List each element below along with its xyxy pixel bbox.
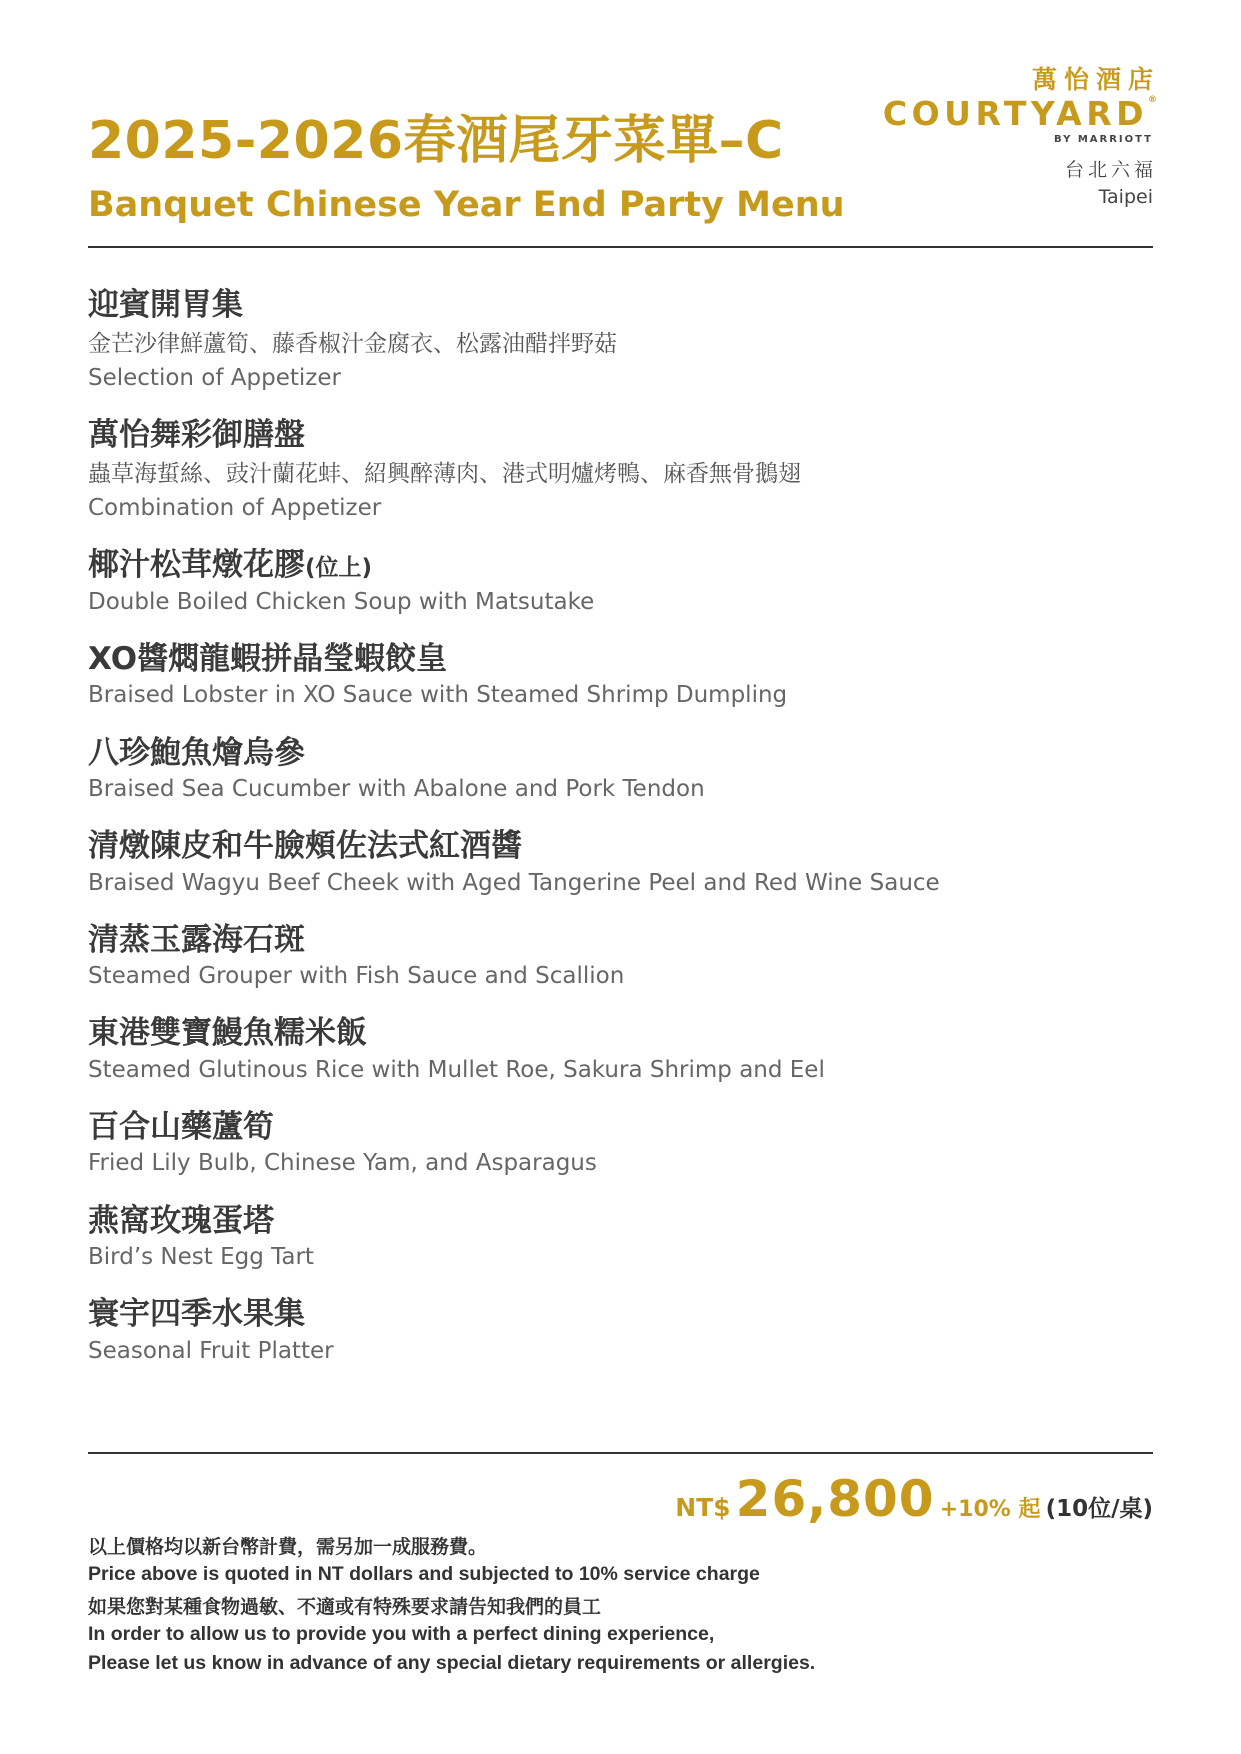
header-divider [88, 246, 1153, 248]
menu-item [88, 1294, 1153, 1368]
menu-item-name-zh: 萬怡舞彩御膳盤 [88, 417, 305, 454]
price-note-en: Price above is quoted in NT dollars and subjected to 10% service charge [88, 1562, 760, 1585]
menu-item-name-zh: 東港雙寶鰻魚糯米飯 [88, 1015, 367, 1052]
footnotes [88, 1535, 1153, 1678]
menu-item-name-en: Steamed Glutinous Rice with Mullet Roe, Sakura Shrimp and Eel [88, 1056, 825, 1083]
allergy-note-zh: 如果您對某種食物過敏、不適或有特殊要求請告知我們的員工 [88, 1595, 602, 1618]
logo-wordmark [853, 96, 1157, 132]
hotel-location [1064, 157, 1157, 210]
menu-item-name-zh [88, 545, 1153, 585]
courtyard-logo [853, 60, 1160, 146]
menu-item [88, 1013, 1153, 1087]
logo-chinese-text: 萬怡酒店 [1031, 65, 1160, 94]
location-chinese: 台北六福 [1064, 159, 1157, 181]
menu-item-description: 金芒沙律鮮蘆筍、藤香椒汁金腐衣、松露油醋拌野菇 [88, 331, 617, 358]
menu-item-name-text: 椰汁松茸燉花膠 [88, 547, 305, 584]
menu-item-description: 蟲草海蜇絲、豉汁蘭花蚌、紹興醉薄肉、港式明爐烤鴨、麻香無骨鵝翅 [88, 461, 801, 488]
menu-item-name-zh: XO醬燜龍蝦拼晶瑩蝦餃皇 [88, 640, 448, 677]
page-title: 2025-2026春酒尾牙菜單–C [88, 111, 784, 171]
header [88, 110, 845, 226]
menu-item-name-en: Selection of Appetizer [88, 364, 341, 391]
menu-item-name-zh: 八珍鮑魚燴烏參 [88, 734, 305, 771]
price-amount: 26,800 [735, 1470, 935, 1528]
logo-brand-text: COURTYARD [882, 94, 1148, 133]
menu-item [88, 639, 1153, 713]
menu-item-name-en: Bird’s Nest Egg Tart [88, 1244, 314, 1271]
menu-item [88, 545, 1153, 619]
menu-item-name-en: Steamed Grouper with Fish Sauce and Scallion [88, 963, 625, 990]
registered-mark: ® [1148, 95, 1157, 105]
menu-item [88, 920, 1153, 994]
menu-item-name-zh: 燕窩玫瑰蛋塔 [88, 1202, 274, 1239]
menu-item [88, 285, 1153, 395]
menu-list [88, 285, 1153, 1388]
menu-item-name-en: Seasonal Fruit Platter [88, 1337, 334, 1364]
menu-item-serving-note: (位上) [305, 555, 373, 582]
menu-item-name-zh: 清蒸玉露海石斑 [88, 921, 305, 958]
menu-item-name-zh: 迎賓開胃集 [88, 287, 243, 323]
price-line [675, 1470, 1153, 1528]
location-english: Taipei [1098, 185, 1153, 208]
menu-item [88, 415, 1153, 525]
price-service-charge: +10% 起 [939, 1497, 1041, 1522]
price-note-zh: 以上價格均以新台幣計費，需另加一成服務費。 [88, 1536, 488, 1558]
menu-item-name-en: Combination of Appetizer [88, 494, 382, 521]
menu-item-name-zh: 百合山藥蘆筍 [88, 1109, 274, 1146]
menu-item [88, 826, 1153, 900]
menu-item-name-en: Double Boiled Chicken Soup with Matsutake [88, 588, 595, 615]
menu-item-name-zh: 寰宇四季水果集 [88, 1296, 305, 1333]
price-currency: NT$ [675, 1493, 731, 1522]
menu-item-name-en: Braised Wagyu Beef Cheek with Aged Tangerine Peel and Red Wine Sauce [88, 869, 940, 896]
page-subtitle: Banquet Chinese Year End Party Menu [88, 185, 845, 226]
menu-item-name-en: Fried Lily Bulb, Chinese Yam, and Asparagus [88, 1150, 597, 1177]
menu-item-name-zh: 清燉陳皮和牛臉頰佐法式紅酒醬 [88, 828, 522, 865]
menu-item [88, 733, 1153, 807]
menu-item [88, 1107, 1153, 1181]
price-per-table: (10位/桌) [1045, 1496, 1153, 1522]
menu-item-name-en: Braised Lobster in XO Sauce with Steamed Shrimp Dumpling [88, 682, 788, 709]
logo-subtext: BY MARRIOTT [1054, 134, 1153, 146]
footer-divider [88, 1452, 1153, 1454]
allergy-note-en-line1: In order to allow us to provide you with a perfect dining experience, [88, 1622, 715, 1645]
allergy-note-en-line2: Please let us know in advance of any special dietary requirements or allergies. [88, 1651, 816, 1674]
menu-item [88, 1201, 1153, 1275]
menu-item-name-en: Braised Sea Cucumber with Abalone and Pork Tendon [88, 775, 705, 802]
